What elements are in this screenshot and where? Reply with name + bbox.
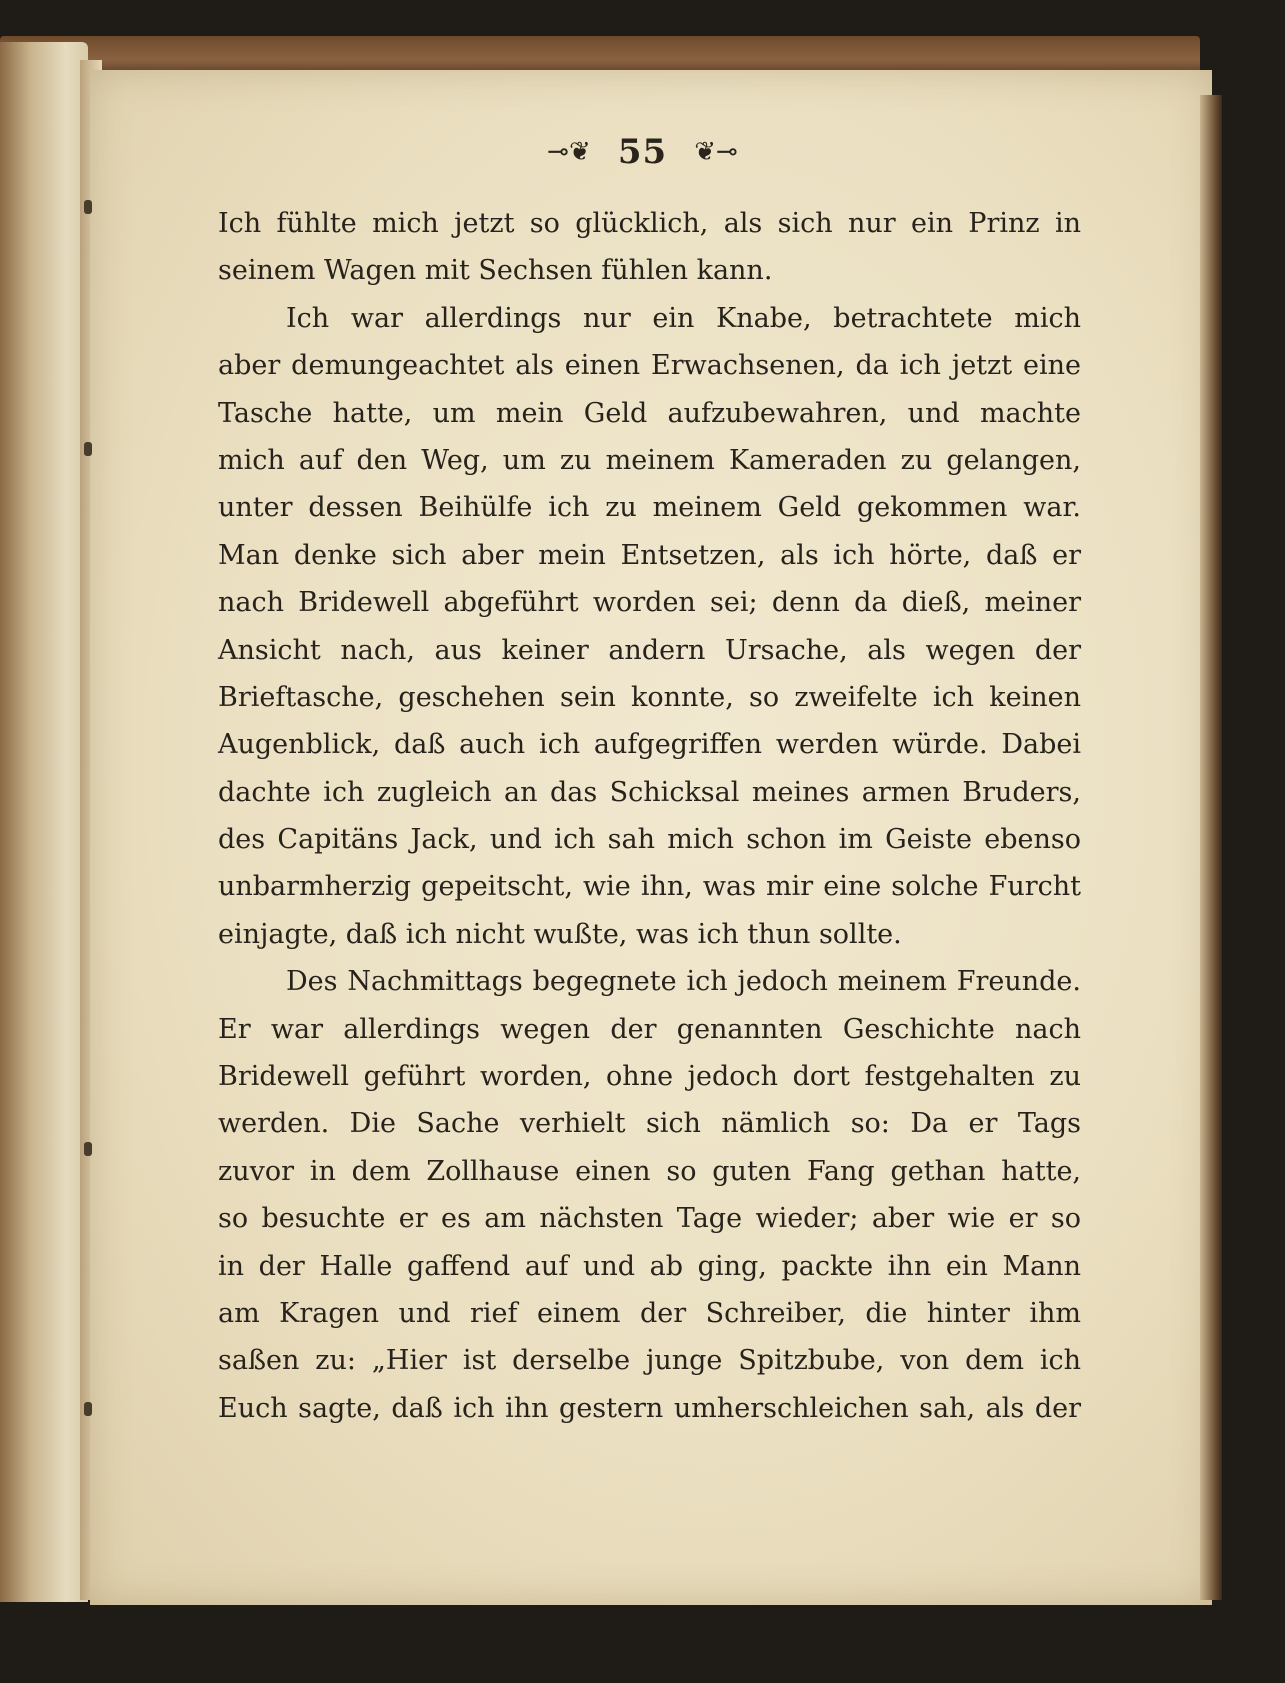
text-line: Ansicht nach, aus keiner andern Ursache, als wegen der bbox=[218, 634, 1081, 666]
text-line: seinem Wagen mit Sechsen fühlen kann. bbox=[218, 255, 773, 287]
text-line: in der Halle gaffend auf und ab ging, packte ihn ein Mann bbox=[218, 1250, 1081, 1282]
margin-mark bbox=[84, 200, 92, 214]
text-line: aber demungeachtet als einen Erwachsenen, da ich jetzt eine bbox=[218, 350, 1081, 382]
margin-mark bbox=[84, 1142, 92, 1156]
text-line: saßen zu: „Hier ist derselbe junge Spitzbube, von dem ich bbox=[218, 1345, 1081, 1377]
text-line: des Capitäns Jack, und ich sah mich schon im Geiste ebenso bbox=[218, 824, 1081, 856]
text-line: mich auf den Weg, um zu meinem Kameraden zu gelangen, bbox=[218, 444, 1081, 476]
text-line: Des Nachmittags begegnete ich jedoch meinem Freunde. bbox=[286, 966, 1081, 998]
text-line: am Kragen und rief einem der Schreiber, die hinter ihm bbox=[218, 1297, 1081, 1329]
facing-page-edge bbox=[0, 42, 88, 1602]
text-line: Augenblick, daß auch ich aufgegriffen werden würde. Dabei bbox=[218, 729, 1081, 761]
body-text bbox=[218, 200, 1081, 1432]
text-line: Brieftasche, geschehen sein konnte, so zweifelte ich keinen bbox=[218, 681, 1081, 713]
page-edge-shadow bbox=[1200, 95, 1222, 1600]
ornament-right: ❦⊸ bbox=[694, 137, 738, 167]
margin-mark bbox=[84, 442, 92, 456]
margin-mark bbox=[84, 1402, 92, 1416]
text-line: Ich war allerdings nur ein Knabe, betrachtete mich bbox=[286, 302, 1081, 334]
text-line: unter dessen Beihülfe ich zu meinem Geld gekommen war. bbox=[218, 492, 1081, 524]
text-line: zuvor in dem Zollhause einen so guten Fang gethan hatte, bbox=[218, 1155, 1081, 1187]
text-line: nach Bridewell abgeführt worden sei; denn da dieß, meiner bbox=[218, 587, 1081, 619]
text-line: so besuchte er es am nächsten Tage wieder; aber wie er so bbox=[218, 1203, 1081, 1235]
text-line: Er war allerdings wegen der genannten Geschichte nach bbox=[218, 1013, 1081, 1045]
text-line: einjagte, daß ich nicht wußte, was ich thun sollte. bbox=[218, 918, 902, 950]
text-line: werden. Die Sache verhielt sich nämlich so: Da er Tags bbox=[218, 1108, 1081, 1140]
text-line: dachte ich zugleich an das Schicksal meines armen Bruders, bbox=[218, 776, 1081, 808]
text-line: Man denke sich aber mein Entsetzen, als ich hörte, daß er bbox=[218, 539, 1081, 571]
text-line: Ich fühlte mich jetzt so glücklich, als sich nur ein Prinz in bbox=[218, 208, 1081, 239]
page-header bbox=[0, 132, 1285, 172]
page-number: 55 bbox=[617, 132, 668, 172]
ornament-left: ⊸❦ bbox=[547, 137, 591, 167]
text-line: Tasche hatte, um mein Geld aufzubewahren, und machte bbox=[218, 397, 1081, 429]
text-line: unbarmherzig gepeitscht, wie ihn, was mir eine solche Furcht bbox=[218, 871, 1081, 903]
text-line: Euch sagte, daß ich ihn gestern umherschleichen sah, als der bbox=[218, 1392, 1081, 1424]
text-line: Bridewell geführt worden, ohne jedoch dort festgehalten zu bbox=[218, 1061, 1081, 1093]
